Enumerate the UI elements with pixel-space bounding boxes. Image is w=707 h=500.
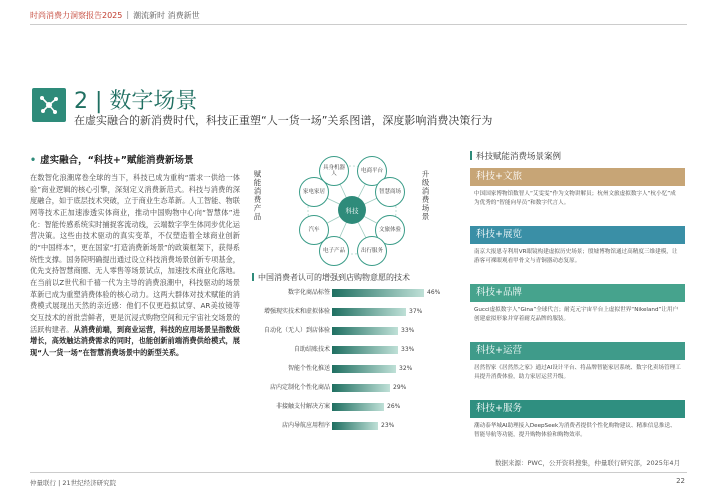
chart-value-label: 26% [387, 403, 401, 410]
report-name: 时尚消费力洞察报告2025 [30, 11, 123, 20]
chart-value-label: 37% [409, 308, 423, 315]
case-service [470, 400, 685, 452]
chart-bar [332, 365, 396, 373]
chart-bar [332, 289, 424, 297]
chart-value-label: 32% [399, 365, 413, 372]
chart-category-label: 智能个性化推送 [287, 365, 330, 372]
chart-category-label: 店内定制化个性化商品 [269, 384, 330, 391]
title-accent-bar [252, 273, 254, 281]
header-separator: | [126, 10, 130, 19]
section-title: 数字场景 [109, 89, 198, 114]
case-exhibition [470, 226, 685, 278]
case-head: 科技+运营 [470, 342, 685, 360]
left-body-highlight: 从消费前端，到商业运营，科技的应用场景呈指数级增长，高效触达消费需求的同时，也能创新前端消费供给模式，展现“人一货一场”在智慧消费场景中的新型关系。 [30, 324, 240, 357]
case-body: 中国国家博物馆数智人“艾雯雯”作为文物讲解员；杭州文旅虚拟数字人“杭小忆”成为优秀的“智能向导员”和数字代言人。 [474, 191, 676, 206]
chart-value-label: 33% [401, 346, 415, 353]
chart-bar [332, 403, 384, 411]
chart-category-label: 自助结账技术 [293, 346, 330, 353]
chart-bar [332, 384, 390, 392]
diagram-hub: 科技 [338, 196, 366, 224]
tech-preference-bar-chart [250, 287, 460, 447]
chart-category-label: 增强现实技术和虚拟体验 [263, 308, 330, 315]
chart-row [250, 420, 460, 432]
case-body: 潮动泰华城AI助理接入DeepSeek为消费者提供个性化购物建议、精准信息推送、智能导航等功能，提升购物体验和购物效率。 [474, 423, 676, 438]
tech-ecosystem-diagram [252, 148, 432, 273]
diagram-node: 文旅体验 [375, 215, 405, 245]
section-heading [74, 84, 197, 115]
diagram-node: 出行服务 [357, 236, 387, 266]
header-divider [30, 24, 687, 25]
section-number: 2 [74, 89, 88, 114]
right-column [470, 150, 685, 458]
case-head: 科技+服务 [470, 400, 685, 418]
left-heading-text: 虚实融合，“科技+”赋能消费新场景 [40, 155, 194, 166]
case-head: 科技+展览 [470, 226, 685, 244]
report-subtitle: 潮流新时 消费新世 [133, 11, 200, 20]
title-accent-bar [470, 151, 472, 160]
chart-title [252, 272, 410, 283]
chart-category-label: 数字化商品标签 [287, 289, 330, 296]
chart-row [250, 287, 460, 299]
chart-bar [332, 346, 398, 354]
chart-value-label: 46% [427, 289, 441, 296]
chart-value-label: 29% [393, 384, 407, 391]
case-body: 居然智家《居然然之家》通过AI设计平台、将品牌智能家居系统、数字化卖场管理工具提升消费体验，助力家居运营升级。 [474, 365, 681, 380]
report-header [30, 10, 200, 21]
case-head: 科技+品牌 [470, 284, 685, 302]
chart-row [250, 401, 460, 413]
case-body: Gucci虚拟数字人“Gina”全球代言；耐克元宇宙平台上虚拟世界“Nikeland”让用户创建虚拟形象并穿着耐克品牌的服装。 [474, 307, 679, 322]
footer-divider [30, 472, 687, 473]
chart-title-text: 中国消费者认可的增强到店购物意愿的技术 [258, 273, 410, 282]
section-subtitle: 在虚实融合的新消费时代，科技正重塑“人一货一场”关系图谱，深度影响消费决策行为 [74, 114, 493, 127]
diagram-node: 具身机器人 [319, 156, 349, 186]
diagram-node: 家电家居 [299, 177, 329, 207]
chart-row [250, 382, 460, 394]
case-operations [470, 342, 685, 394]
diagram-node: 电子产品 [319, 236, 349, 266]
diagram-left-label: 赋能消费产品 [253, 170, 262, 221]
data-source: 数据来源：PWC，公开资料搜集，仲量联行研究部，2025年4月 [495, 459, 681, 467]
left-body-text: 在数智化浪潮席卷全球的当下，科技已成为重构“需求一供给一体验”商业逻辑的核心引擎，深刻定义消费新范式。科技与消费的深度融合，如于底层技术突破，立于商业生态革新。人工智能、物联网等技术正加速渗透实体商业，推动中国购物中心向“智慧体”进化：智能传感系统实时捕捉客流动线，云端数字孪生体同步优化运营决策。这些由技术驱动的真实变革，不仅塑造着全球商业创新的“中国样本”，更在国家“打造消费新场景”的政策框架下，获得系统性支撑。国务院明确提出通过设立科技消费场景创新专项基金，优先支持智慧商圈、无人零售等场景试点，加速技术商业化落地。在当前以Z世代和千禧一代为主导的消费浪潮中，科技驱动的场景革新已成为重塑消费体验的核心动力。这两大群体对技术赋能的消费模式展现出天然的亲近感：他们不仅更趋拟试穿、AR美妆镜等交互技术的首批尝鲜者，更是沉浸式购物空间和元宇宙社交场景的活跃构建者。 [30, 173, 240, 334]
case-body: 南京大报恩寺利用VR眼镜构建虚拟历史场景；殷墟博物馆通过高精度三维建模，让游客可裸眼观看甲骨文与青铜器动态复原。 [474, 249, 678, 264]
chart-category-label: 非接触支付解决方案 [275, 403, 330, 410]
page-number: 22 [676, 477, 685, 485]
left-heading [30, 152, 240, 166]
left-column [30, 152, 240, 359]
diagram-node: 智慧商场 [375, 177, 405, 207]
cases-heading [470, 150, 685, 162]
network-nodes-icon [32, 88, 66, 122]
chart-row [250, 325, 460, 337]
chart-bar [332, 327, 398, 335]
chart-bar [332, 422, 378, 430]
diagram-node: 电商平台 [357, 156, 387, 186]
section-divider: | [95, 89, 103, 114]
chart-row [250, 363, 460, 375]
chart-row [250, 306, 460, 318]
chart-value-label: 23% [381, 422, 395, 429]
chart-row [250, 344, 460, 356]
cases-heading-text: 科技赋能消费场景案例 [476, 152, 562, 162]
diagram-right-label: 升级消费场景 [421, 170, 430, 221]
case-culture-tourism [470, 168, 685, 220]
chart-bar [332, 308, 406, 316]
left-body [30, 172, 240, 359]
chart-category-label: 店内导航应用程序 [281, 422, 330, 429]
footer-publisher: 仲量联行 | 21世纪经济研究院 [30, 479, 117, 487]
chart-value-label: 33% [401, 327, 415, 334]
bullet-icon: • [30, 155, 37, 166]
case-brand [470, 284, 685, 336]
case-head: 科技+文旅 [470, 168, 685, 186]
diagram-node: 汽车 [299, 215, 329, 245]
chart-category-label: 自动化（无人）到店体验 [263, 327, 330, 334]
